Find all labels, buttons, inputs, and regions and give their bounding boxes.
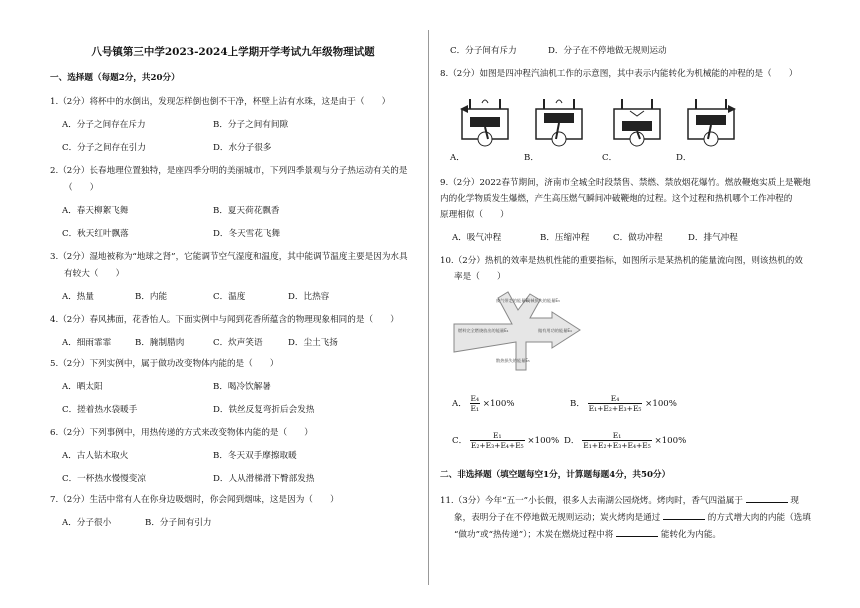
q10-option-d-fraction [582, 431, 652, 450]
q8-option-c[interactable]: C． [602, 153, 618, 163]
q11-text: 现 [790, 496, 800, 506]
q9-option-c[interactable]: C．做功冲程 [613, 233, 663, 243]
q8-option-d[interactable]: D． [676, 153, 692, 163]
q7-option-a[interactable]: A．分子很小 [62, 518, 112, 528]
q5-option-b[interactable]: B．喝冷饮解暑 [213, 382, 271, 392]
fraction-denominator: E₁+E₂+E₃+E₅ [588, 404, 642, 413]
q10-option-c-fraction [470, 431, 525, 450]
q1-stem: 1.（2分）将杯中的水倒出，发现怎样倒也倒不干净，杯壁上沾有水珠，这是由于（ ） [50, 97, 391, 107]
fraction-denominator: E₂+E₃+E₄+E₅ [470, 441, 524, 450]
q2-stem: 2.（2分）长春地理位置独特，是座四季分明的美丽城市，下列四季景观与分子热运动有关的是 [50, 166, 408, 176]
q2-option-b[interactable]: B．夏天荷花飘香 [213, 206, 280, 216]
q8-option-a[interactable]: A． [450, 153, 465, 163]
q10-option-d[interactable] [564, 431, 686, 450]
q1-option-c[interactable]: C．分子之间存在引力 [62, 143, 146, 153]
q10-option-a-label: A． [452, 399, 467, 409]
q6-option-d[interactable]: D．人从滑梯滑下臀部发热 [213, 474, 315, 484]
q11-text: “做功”或“热传递”）；木炭在燃烧过程中将 [454, 530, 614, 540]
percent-suffix: ×100% [645, 399, 677, 409]
q2-option-c[interactable]: C．秋天红叶飘落 [62, 229, 129, 239]
q11-line-3 [454, 527, 721, 541]
q3-option-b[interactable]: B．内能 [135, 292, 168, 302]
q9-option-a[interactable]: A．吸气冲程 [452, 233, 502, 243]
q4-option-a[interactable]: A．细雨霏霏 [62, 338, 112, 348]
engine-diagram-c [610, 95, 664, 150]
q10-option-b-fraction [588, 394, 643, 413]
q9-stem-3: 原理相似（ ） [440, 210, 509, 220]
engine-diagram-b [532, 95, 586, 150]
q2-option-a[interactable]: A．春天柳絮飞舞 [62, 206, 129, 216]
q1-option-d[interactable]: D．水分子很多 [213, 143, 272, 153]
q7-stem: 7.（2分）生活中常有人在你身边吸烟时，你会闻到烟味，这是因为（ ） [50, 495, 339, 505]
q6-option-b[interactable]: B．冬天双手摩擦取暖 [213, 451, 297, 461]
q3-option-d[interactable]: D．比热容 [288, 292, 330, 302]
percent-suffix: ×100% [527, 436, 560, 446]
fraction-denominator: E₁+E₂+E₃+E₄+E₅ [583, 441, 651, 450]
q9-option-d[interactable]: D．排气冲程 [688, 233, 738, 243]
q8-stem: 8.（2分）如图是四冲程汽油机工作的示意图，其中表示内能转化为机械能的冲程的是（ ） [440, 69, 798, 79]
q5-stem: 5.（2分）下列实例中，属于做功改变物体内能的是（ ） [50, 359, 279, 369]
q10-option-a[interactable] [452, 394, 515, 413]
q3-stem: 3.（2分）湿地被称为“地球之肾”，它能调节空气湿度和温度，其中能调节温度主要是因为水具 [50, 252, 408, 262]
q7-option-c[interactable]: C．分子间有斥力 [450, 46, 517, 56]
q11-text: 11.（3分）今年“五一”小长假，很多人去南湖公园烧烤。烤肉时，香气四溢属于 [440, 496, 743, 506]
q11-blank-2[interactable] [663, 510, 705, 520]
diagram-label-exhaust: 废气带走的能量E₂ [496, 298, 530, 303]
q10-stem-2: 率是（ ） [454, 272, 506, 282]
q11-blank-3[interactable] [616, 527, 658, 537]
fraction-numerator: E₄ [470, 394, 480, 403]
q6-option-a[interactable]: A．古人钻木取火 [62, 451, 129, 461]
q4-stem: 4.（2分）春风拂面，花香怡人。下面实例中与闻到花香所蕴含的物理现象相同的是（ ） [50, 315, 399, 325]
fraction-numerator: E₄ [588, 394, 643, 404]
q3-option-a[interactable]: A．热量 [62, 292, 94, 302]
q10-option-b[interactable] [570, 394, 677, 413]
q10-option-a-fraction [470, 394, 480, 413]
q11-text: 象，表明分子在不停地做无规则运动；炭火烤肉是通过 [454, 513, 661, 523]
q10-option-c[interactable] [452, 431, 559, 450]
engine-diagram-d [684, 95, 738, 150]
percent-suffix: ×100% [654, 436, 687, 446]
q5-option-a[interactable]: A．晒太阳 [62, 382, 103, 392]
q4-option-d[interactable]: D．尘土飞扬 [288, 338, 338, 348]
q5-option-c[interactable]: C．搓着热水袋暖手 [62, 405, 138, 415]
q4-option-b[interactable]: B．腌制腊肉 [135, 338, 185, 348]
q11-text: 能转化为内能。 [660, 530, 722, 540]
q9-stem-1: 9.（2分）2022春节期间，济南市全城全时段禁售、禁燃、禁放烟花爆竹。燃放鞭炮实质上是鞭炮 [440, 178, 811, 188]
diagram-label-heat: 散热损失的能量E₅ [496, 358, 530, 363]
energy-flow-diagram [452, 290, 612, 384]
q10-option-d-label: D． [564, 436, 580, 446]
q5-option-d[interactable]: D．铁丝反复弯折后会发热 [213, 405, 315, 415]
column-divider [428, 30, 429, 585]
diagram-label-useful: 做有用功的能量E₄ [538, 328, 572, 333]
fraction-denominator: E₁ [470, 404, 480, 413]
q3-option-c[interactable]: C．温度 [213, 292, 246, 302]
q2-stem-cont: （ ） [64, 183, 99, 193]
q11-line-1 [440, 493, 799, 507]
q3-stem-cont: 有较大（ ） [64, 269, 125, 279]
q6-stem: 6.（2分）下列事例中，用热传递的方式来改变物体内能的是（ ） [50, 428, 313, 438]
q1-option-a[interactable]: A．分子之间存在斥力 [62, 120, 146, 130]
q8-option-b[interactable]: B． [524, 153, 539, 163]
q4-option-c[interactable]: C．炊声笑语 [213, 338, 263, 348]
q10-option-c-label: C． [452, 436, 468, 446]
q7-option-d[interactable]: D．分子在不停地做无规则运动 [548, 46, 667, 56]
fraction-numerator: E₁ [470, 431, 525, 441]
diagram-label-input: 燃料完全燃烧放出的能量E₁ [458, 328, 509, 333]
section-1-heading: 一、选择题（每题2分，共20分） [50, 73, 180, 83]
q1-option-b[interactable]: B．分子之间有间隙 [213, 120, 289, 130]
q2-option-d[interactable]: D．冬天雪花飞舞 [213, 229, 281, 239]
q10-option-b-label: B． [570, 399, 585, 409]
q11-text: 的方式增大肉的内能（选填 [707, 513, 811, 523]
q11-line-2 [454, 510, 811, 524]
q10-stem-1: 10.（2分）热机的效率是热机性能的重要指标，如图所示是某热机的能量流向图，则该热机的效 [440, 256, 803, 266]
exam-title: 八号镇第三中学2023-2024上学期开学考试九年级物理试题 [91, 46, 375, 58]
q6-option-c[interactable]: C．一杯热水慢慢变凉 [62, 474, 146, 484]
engine-diagram-a [458, 95, 512, 150]
q7-option-b[interactable]: B．分子间有引力 [145, 518, 212, 528]
section-2-heading: 二、非选择题（填空题每空1分，计算题每题4分，共50分） [440, 470, 671, 480]
q9-option-b[interactable]: B．压缩冲程 [540, 233, 590, 243]
q11-blank-1[interactable] [746, 493, 788, 503]
fraction-numerator: E₁ [582, 431, 652, 441]
percent-suffix: ×100% [482, 399, 515, 409]
diagram-label-mechanical: 机械损失的能量E₃ [526, 298, 560, 303]
q9-stem-2: 内的化学物质发生爆燃，产生高压燃气瞬间冲破鞭炮的过程。这个过程和热机哪个工作冲程的 [440, 194, 793, 204]
